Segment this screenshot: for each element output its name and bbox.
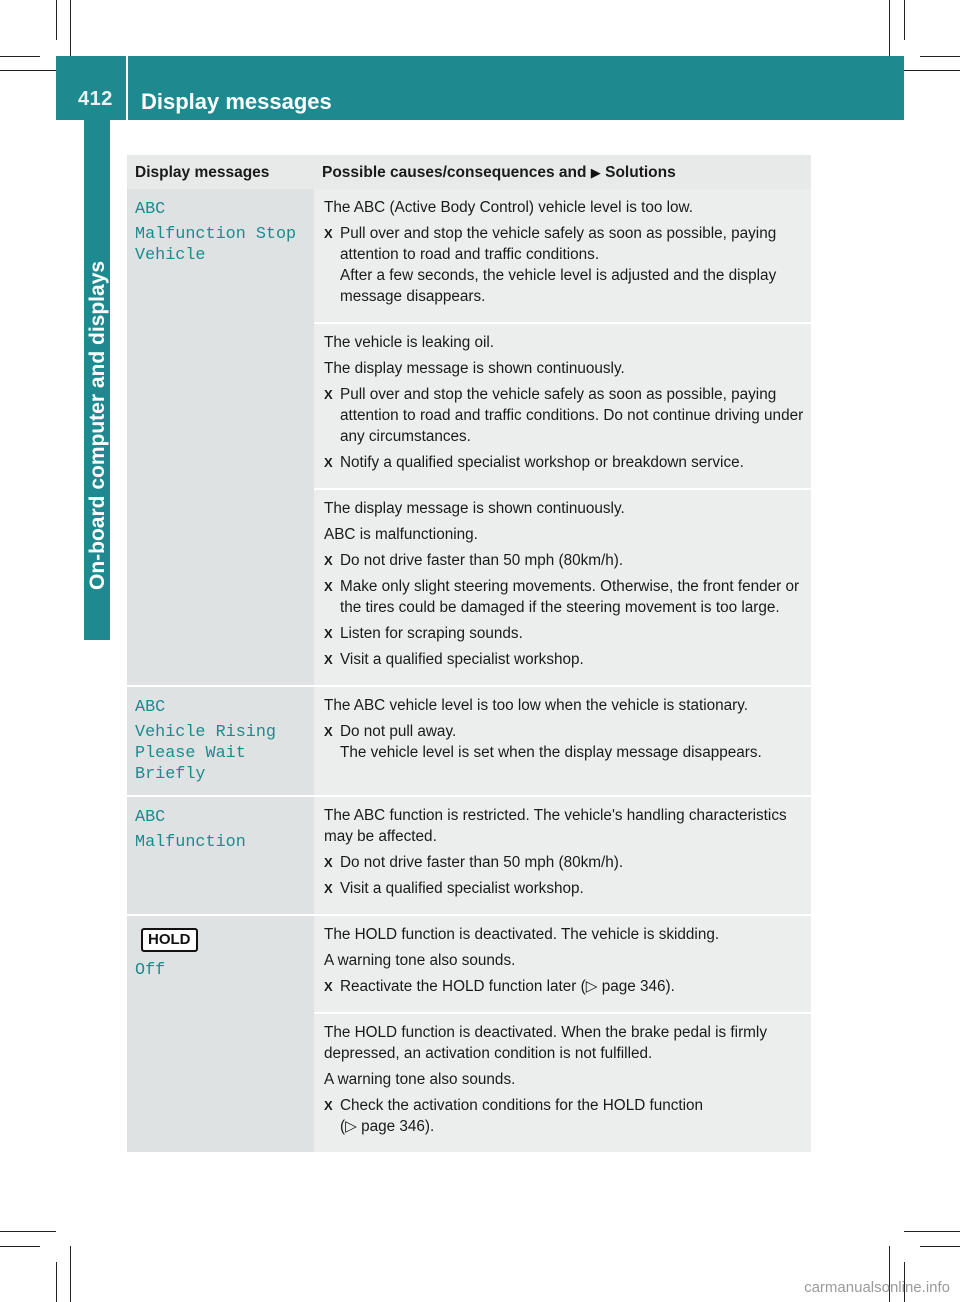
display-message-cell bbox=[127, 797, 314, 916]
solution-step bbox=[324, 721, 805, 763]
crop-mark bbox=[0, 70, 56, 71]
cause-text: A warning tone also sounds. bbox=[324, 1071, 516, 1088]
solution-step bbox=[324, 623, 805, 644]
chapter-label: On-board computer and displays bbox=[86, 260, 109, 590]
solution-step bbox=[324, 852, 805, 873]
step-text: After a few seconds, the vehicle level is adjusted and the display message disappears. bbox=[340, 267, 777, 305]
crop-mark bbox=[920, 56, 960, 57]
step-text: Do not drive faster than 50 mph (80km/h). bbox=[340, 854, 624, 871]
step-text: Do not drive faster than 50 mph (80km/h). bbox=[340, 552, 624, 569]
cause-text: The ABC function is restricted. The vehicle's handling characteristics may be affected. bbox=[324, 807, 787, 845]
solution-step bbox=[324, 223, 805, 307]
crop-mark bbox=[904, 70, 960, 71]
step-text: The vehicle level is set when the display message disappears. bbox=[340, 744, 762, 761]
table-row bbox=[127, 189, 811, 324]
display-message-text: Vehicle Rising bbox=[135, 723, 276, 742]
step-text: Listen for scraping sounds. bbox=[340, 625, 523, 642]
cause-text: The ABC vehicle level is too low when the vehicle is stationary. bbox=[324, 697, 748, 714]
solution-cell bbox=[314, 1014, 811, 1154]
step-bullet-icon: X bbox=[324, 652, 333, 667]
solution-step bbox=[324, 1095, 805, 1137]
display-message-text: Malfunction bbox=[135, 833, 246, 852]
solution-step bbox=[324, 576, 805, 618]
solution-step bbox=[324, 976, 805, 997]
column-header-display-messages: Display messages bbox=[127, 155, 314, 189]
display-message-text: Malfunction Stop bbox=[135, 225, 297, 244]
display-message-text: ABC bbox=[135, 808, 166, 827]
table-row bbox=[127, 687, 811, 797]
watermark: carmanualsonline.info bbox=[804, 1279, 950, 1296]
column-header-solutions bbox=[314, 155, 811, 189]
display-message-cell bbox=[127, 687, 314, 797]
crop-mark bbox=[889, 0, 890, 56]
step-text: Visit a qualified specialist workshop. bbox=[340, 880, 584, 897]
display-message-text: ABC bbox=[135, 698, 166, 717]
table-row bbox=[127, 797, 811, 916]
crop-mark bbox=[0, 56, 40, 57]
table-row bbox=[127, 916, 811, 1014]
table-header-row bbox=[127, 155, 811, 189]
cause-text: The vehicle is leaking oil. bbox=[324, 334, 495, 351]
solution-cell bbox=[314, 687, 811, 797]
solution-step bbox=[324, 878, 805, 899]
header-divider bbox=[126, 56, 128, 120]
crop-mark bbox=[0, 1231, 56, 1232]
step-text: Pull over and stop the vehicle safely as soon as possible, paying attention to road and traffic conditions. bbox=[340, 225, 777, 263]
step-text: Make only slight steering movements. Otherwise, the front fender or the tires could be damaged if the steering movement is too large. bbox=[340, 578, 800, 616]
arrow-right-icon: ▶ bbox=[590, 164, 601, 180]
cause-text: The HOLD function is deactivated. When the brake pedal is firmly depressed, an activation condition is not fulfilled. bbox=[324, 1024, 767, 1062]
display-message-text: Vehicle bbox=[135, 246, 206, 265]
solution-step bbox=[324, 649, 805, 670]
hold-indicator-icon: HOLD bbox=[141, 928, 198, 952]
cause-text: The ABC (Active Body Control) vehicle level is too low. bbox=[324, 199, 693, 216]
display-message-cell bbox=[127, 916, 314, 1154]
cause-text: The HOLD function is deactivated. The vehicle is skidding. bbox=[324, 926, 720, 943]
step-text: (▷ page 346). bbox=[340, 1118, 435, 1135]
step-bullet-icon: X bbox=[324, 724, 333, 739]
solution-cell bbox=[314, 490, 811, 687]
step-text: Visit a qualified specialist workshop. bbox=[340, 651, 584, 668]
solution-step bbox=[324, 384, 805, 447]
solution-cell bbox=[314, 797, 811, 916]
solution-cell bbox=[314, 916, 811, 1014]
step-text: Check the activation conditions for the HOLD function bbox=[340, 1097, 704, 1114]
step-bullet-icon: X bbox=[324, 1098, 333, 1113]
solution-cell bbox=[314, 189, 811, 324]
cause-text: The display message is shown continuously. bbox=[324, 500, 625, 517]
step-bullet-icon: X bbox=[324, 553, 333, 568]
column-header-solutions-label: Solutions bbox=[605, 163, 676, 181]
cause-text: A warning tone also sounds. bbox=[324, 952, 516, 969]
crop-mark bbox=[56, 0, 57, 40]
step-text: Do not pull away. bbox=[340, 723, 457, 740]
display-message-text: Please Wait Briefly bbox=[135, 744, 246, 784]
step-bullet-icon: X bbox=[324, 579, 333, 594]
cause-text: The display message is shown continuously. bbox=[324, 360, 625, 377]
step-bullet-icon: X bbox=[324, 226, 333, 241]
crop-mark bbox=[920, 1246, 960, 1247]
crop-mark bbox=[70, 1246, 71, 1302]
section-title: Display messages bbox=[141, 89, 332, 114]
display-message-cell bbox=[127, 189, 314, 687]
display-message-text: Off bbox=[135, 961, 166, 980]
display-message-text: ABC bbox=[135, 200, 166, 219]
step-bullet-icon: X bbox=[324, 387, 333, 402]
page-number: 412 bbox=[78, 88, 113, 110]
step-text: Reactivate the HOLD function later (▷ page 346). bbox=[340, 978, 675, 995]
solution-cell bbox=[314, 324, 811, 490]
step-bullet-icon: X bbox=[324, 455, 333, 470]
step-bullet-icon: X bbox=[324, 979, 333, 994]
crop-mark bbox=[904, 0, 905, 40]
crop-mark bbox=[70, 0, 71, 56]
cause-text: ABC is malfunctioning. bbox=[324, 526, 478, 543]
crop-mark bbox=[904, 1231, 960, 1232]
step-bullet-icon: X bbox=[324, 855, 333, 870]
crop-mark bbox=[0, 1246, 40, 1247]
step-text: Notify a qualified specialist workshop or breakdown service. bbox=[340, 454, 744, 471]
column-header-causes-label: Possible causes/consequences and bbox=[322, 163, 587, 181]
step-bullet-icon: X bbox=[324, 881, 333, 896]
display-messages-table bbox=[127, 155, 811, 1154]
solution-step bbox=[324, 452, 805, 473]
step-bullet-icon: X bbox=[324, 626, 333, 641]
crop-mark bbox=[56, 1262, 57, 1302]
step-text: Pull over and stop the vehicle safely as soon as possible, paying attention to road and traffic conditions. Do not continue driving under any circumstances. bbox=[340, 386, 804, 445]
solution-step bbox=[324, 550, 805, 571]
